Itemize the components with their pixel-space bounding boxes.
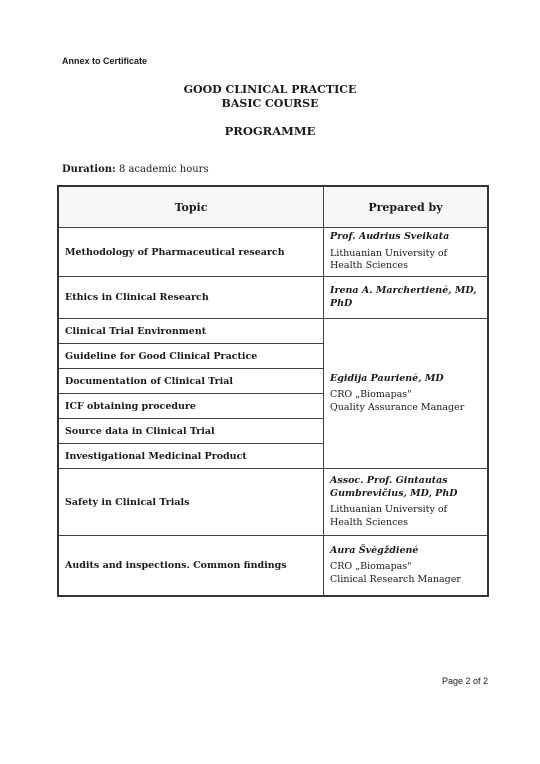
presenter-affiliation: Lithuanian University of Health Sciences <box>330 247 448 272</box>
duration-line <box>62 164 209 175</box>
table-header-row <box>58 186 488 228</box>
topic-cell: ICF obtaining procedure <box>58 394 324 419</box>
course-title: GOOD CLINICAL PRACTICE <box>183 83 357 96</box>
presenter-role: Quality Assurance Manager <box>330 401 465 413</box>
table-row <box>58 469 488 536</box>
course-subtitle: BASIC COURSE <box>221 97 319 110</box>
topic-cell: Audits and inspections. Common findings <box>58 536 324 597</box>
presenter-cell <box>324 228 489 277</box>
table-row <box>58 536 488 597</box>
duration-label: Duration: <box>62 164 116 175</box>
topic-cell: Methodology of Pharmaceutical research <box>58 228 324 277</box>
presenter-affiliation: Lithuanian University of Health Sciences <box>330 504 448 528</box>
presenter-cell <box>324 469 489 536</box>
presenter-affiliation <box>330 561 481 586</box>
table-row <box>58 319 488 344</box>
presenter-name: Aura Švėgždienė <box>330 544 419 556</box>
prepared-by-column-header: Prepared by <box>324 186 489 228</box>
table-row <box>58 228 488 277</box>
topic-column-header: Topic <box>58 186 324 228</box>
topic-cell: Investigational Medicinal Product <box>58 444 324 469</box>
topic-cell: Clinical Trial Environment <box>58 319 324 344</box>
programme-heading: PROGRAMME <box>224 124 316 138</box>
presenter-name: Irena A. Marchertienė, MD, PhD <box>330 285 477 309</box>
programme-table <box>57 185 489 597</box>
presenter-organization: CRO „Biomapas" <box>330 561 412 573</box>
topic-cell: Source data in Clinical Trial <box>58 419 324 444</box>
topic-cell: Documentation of Clinical Trial <box>58 369 324 394</box>
page-number: Page 2 of 2 <box>442 676 489 686</box>
table-row <box>58 277 488 319</box>
topic-cell: Ethics in Clinical Research <box>58 277 324 319</box>
presenter-organization: CRO „Biomapas" <box>330 389 412 401</box>
annex-label: Annex to Certificate <box>62 56 148 66</box>
topic-cell: Guideline for Good Clinical Practice <box>58 344 324 369</box>
topic-cell: Safety in Clinical Trials <box>58 469 324 536</box>
duration-value: 8 academic hours <box>118 164 209 175</box>
presenter-name: Assoc. Prof. Gintautas Gumbrevičius, MD, PhD <box>330 475 458 499</box>
presenter-cell <box>324 277 489 319</box>
presenter-cell <box>324 536 489 597</box>
presenter-role: Clinical Research Manager <box>330 573 461 585</box>
presenter-name: Egidija Paurienė, MD <box>330 372 444 384</box>
presenter-cell <box>324 319 489 469</box>
presenter-name: Prof. Audrius Sveikata <box>330 231 450 243</box>
presenter-affiliation <box>330 389 481 414</box>
